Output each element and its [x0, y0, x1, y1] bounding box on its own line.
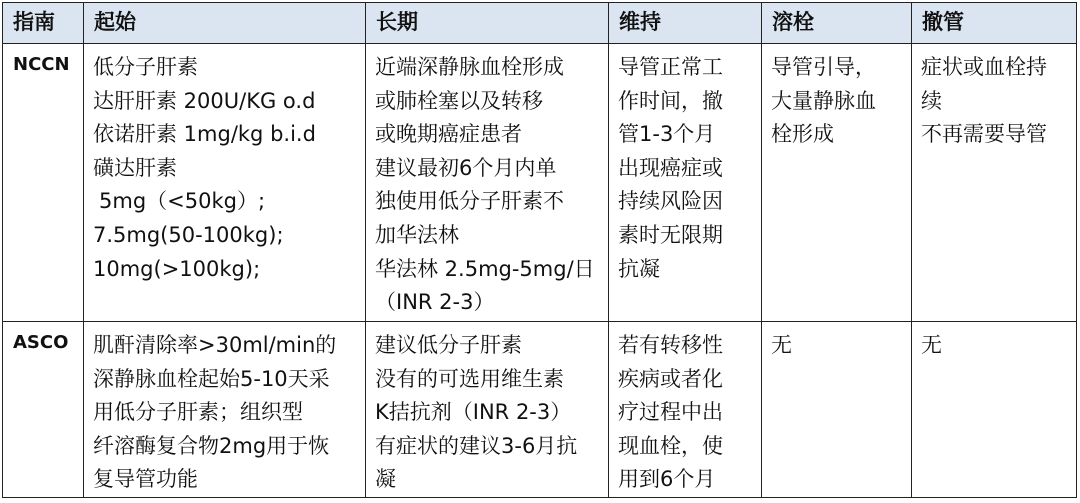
- text-line: 纤溶酶复合物2mg用于恢: [93, 433, 330, 458]
- text-line: 导管正常工: [618, 55, 723, 79]
- text-line: 近端深静脉血栓形成: [375, 55, 564, 79]
- text-line: 疗过程中出: [618, 400, 723, 425]
- cell-start-asco: [84, 322, 366, 498]
- text-line: 若有转移性: [618, 333, 723, 357]
- text-line: 有症状的建议3-6月抗: [375, 433, 578, 458]
- header-removal: 撤管: [912, 3, 1077, 44]
- text-line: 或肺栓塞以及转移: [375, 88, 543, 113]
- text-line: 导管引导，: [771, 55, 876, 79]
- cell-guide-nccn: [3, 44, 84, 322]
- text-line: 用低分子肝素；组织型: [93, 400, 303, 425]
- cell-guide-asco: [3, 322, 84, 498]
- cell-removal-asco: [912, 322, 1077, 498]
- text-line: 或晚期癌症患者: [375, 122, 522, 147]
- text-line: 持续风险因: [618, 189, 723, 214]
- text-line: 依诺肝素 1mg/kg b.i.d: [93, 122, 316, 147]
- text-line: 复导管功能: [93, 467, 198, 492]
- text-line: 5mg（<50kg）;: [99, 189, 266, 214]
- text-line: 低分子肝素: [93, 55, 198, 79]
- text-line: 凝: [375, 467, 396, 492]
- cell-long-term-asco: [366, 322, 609, 498]
- text-line: 作时间，撤: [618, 88, 723, 113]
- text-line: 症状或血栓持: [921, 55, 1047, 79]
- cell-long-term-nccn: [366, 44, 609, 322]
- header-start: 起始: [84, 3, 366, 44]
- text-line: K拮抗剂（INR 2-3）: [375, 400, 572, 425]
- text-line: 抗凝: [618, 256, 660, 281]
- cell-start-nccn: [84, 44, 366, 322]
- text-line: 素时无限期: [618, 222, 723, 247]
- guide-label: NCCN: [13, 54, 70, 75]
- text-line: 出现癌症或: [618, 155, 723, 180]
- text-line: 无: [771, 333, 792, 357]
- table-row-asco: [3, 322, 1077, 498]
- cell-thrombolysis-asco: [762, 322, 912, 498]
- header-long-term: 长期: [366, 3, 609, 44]
- text-line: 栓形成: [771, 122, 834, 147]
- text-line: 肌酐清除率>30ml/min的: [93, 333, 337, 357]
- header-guide: 指南: [3, 3, 84, 44]
- cell-thrombolysis-nccn: [762, 44, 912, 322]
- guide-label: ASCO: [13, 332, 69, 353]
- text-line: 独使用低分子肝素不: [375, 189, 564, 214]
- text-line: 管1-3个月: [618, 122, 716, 147]
- text-line: 建议最初6个月内单: [375, 155, 557, 180]
- text-line: 10mg(>100kg);: [93, 256, 261, 281]
- text-line: 华法林 2.5mg-5mg/日: [375, 256, 595, 281]
- guideline-table: [2, 2, 1077, 498]
- text-line: 达肝肝素 200U/KG o.d: [93, 88, 316, 113]
- text-line: 磺达肝素: [93, 155, 177, 180]
- table-row-nccn: [3, 44, 1077, 322]
- table-header-row: [3, 3, 1077, 44]
- header-maintenance: 维持: [609, 3, 762, 44]
- text-line: 加华法林: [375, 222, 459, 247]
- text-line: 大量静脉血: [771, 88, 876, 113]
- text-line: 深静脉血栓起始5-10天采: [93, 366, 330, 391]
- text-line: 续: [921, 88, 942, 113]
- text-line: 没有的可选用维生素: [375, 366, 564, 391]
- text-line: 现血栓，使: [618, 433, 723, 458]
- cell-maintenance-nccn: [609, 44, 762, 322]
- cell-maintenance-asco: [609, 322, 762, 498]
- cell-removal-nccn: [912, 44, 1077, 322]
- header-thrombolysis: 溶栓: [762, 3, 912, 44]
- text-line: 建议低分子肝素: [375, 333, 522, 357]
- text-line: 用到6个月: [618, 467, 716, 492]
- text-line: 疾病或者化: [618, 366, 723, 391]
- text-line: （INR 2-3）: [375, 290, 495, 315]
- text-line: 无: [921, 333, 942, 357]
- text-line: 7.5mg(50-100kg);: [93, 222, 284, 247]
- text-line: 不再需要导管: [921, 122, 1047, 147]
